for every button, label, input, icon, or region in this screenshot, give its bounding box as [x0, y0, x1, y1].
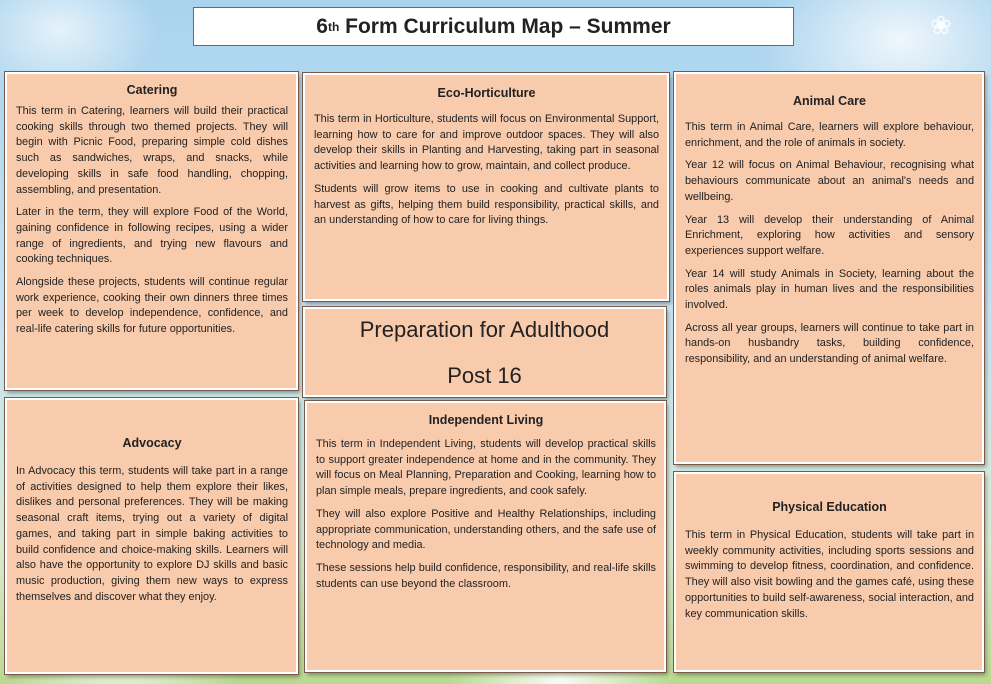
animal-care-paragraph: This term in Animal Care, learners will explore behaviour, enrichment, and the role of animals in society. [685, 121, 974, 149]
physical-education-paragraph: This term in Physical Education, students will take part in weekly community activities, including sports sessions and swimming to develop fitness, coordination, and confidence. They will also visit bowling and the games café, using these opportunities to build self-awareness, social interaction, and key communication skills. [685, 529, 974, 620]
eco-horticulture-paragraph: Students will grow items to use in cooking and cultivate plants to harvest as gifts, helping them build responsibility, practical skills, and an understanding of how to care for living things. [314, 182, 659, 227]
animal-care-panel [674, 72, 984, 464]
animal-care-heading: Animal Care [793, 94, 866, 108]
independent-living-paragraph: They will also explore Positive and Healthy Relationships, including appropriate communication, understanding others, and the safe use of technology and media. [316, 507, 656, 552]
independent-living-panel [305, 401, 666, 672]
independent-living-heading: Independent Living [428, 413, 544, 427]
catering-paragraph: Later in the term, they will explore Food of the World, gaining confidence in following recipes, using a wider range of ingredients, and trying new flavours and cooking techniques. [16, 206, 288, 266]
title-prefix: 6 [316, 14, 328, 38]
catering-heading: Catering [126, 83, 178, 97]
catering-panel [5, 72, 298, 390]
physical-education-heading: Physical Education [772, 500, 887, 514]
advocacy-panel [5, 398, 298, 674]
advocacy-paragraph: In Advocacy this term, students will take part in a range of activities designed to help them explore their likes, dislikes and personal preferences. They will be making seasonal craft items, trying out a variety of digital games, and taking part in simple baking activities to build confidence and choice-making skills. Learners will also have the opportunity to explore DJ skills and basic music production, giving them new ways to express themselves and discover what they enjoy. [16, 465, 288, 603]
page-title: 6 th Form Curriculum Map – Summer [193, 7, 794, 46]
animal-care-paragraph: Year 14 will study Animals in Society, learning about the roles animals play in human lives and the responsibilities involved. [685, 267, 974, 312]
physical-education-panel [674, 472, 984, 672]
eco-horticulture-panel [303, 73, 669, 301]
catering-paragraph: This term in Catering, learners will build their practical cooking skills through two themed projects. They will begin with Picnic Food, preparing simple cold dishes such as sandwiches, wraps, and snacks, while developing skills in safe food handling, chopping, assembling, and presentation. [16, 105, 288, 196]
eco-horticulture-heading: Eco-Horticulture [437, 86, 536, 100]
advocacy-heading: Advocacy [122, 436, 182, 450]
preparation-for-adulthood-box [303, 307, 666, 397]
independent-living-paragraph: This term in Independent Living, students will develop practical skills to support greater independence at home and in the community. They will focus on Meal Planning, Preparation and Cooking, learning how to plan simple meals, prepare ingredients, and cook safely. [316, 438, 656, 498]
independent-living-paragraph: These sessions help build confidence, responsibility, and real-life skills students can use beyond the classroom. [316, 561, 656, 590]
flower-decoration-icon: ❀ [930, 10, 952, 40]
animal-care-paragraph: Year 12 will focus on Animal Behaviour, recognising what behaviours communicate about an animal's needs and wellbeing. [685, 159, 974, 203]
animal-care-paragraph: Across all year groups, learners will continue to take part in hands-on husbandry tasks, building confidence, responsibility, and an understanding of animal welfare. [685, 321, 974, 366]
catering-paragraph: Alongside these projects, students will continue regular work experience, cooking their own dinners three times per week to develop independence, confidence, and real-life catering skills for future opportunities. [16, 276, 288, 336]
animal-care-paragraph: Year 13 will develop their understanding of Animal Enrichment, exploring how activities and sensory experiences support welfare. [685, 213, 974, 257]
center-title: Preparation for Adulthood [359, 317, 610, 342]
center-subtitle: Post 16 [447, 363, 522, 388]
title-rest: Form Curriculum Map – Summer [339, 14, 671, 38]
eco-horticulture-paragraph: This term in Horticulture, students will focus on Environmental Support, learning how to care for and improve outdoor spaces. They will also develop their skills in Planting and Harvesting, taking part in seasonal activities and learning how to grow, maintain, and collect produce. [314, 113, 659, 173]
